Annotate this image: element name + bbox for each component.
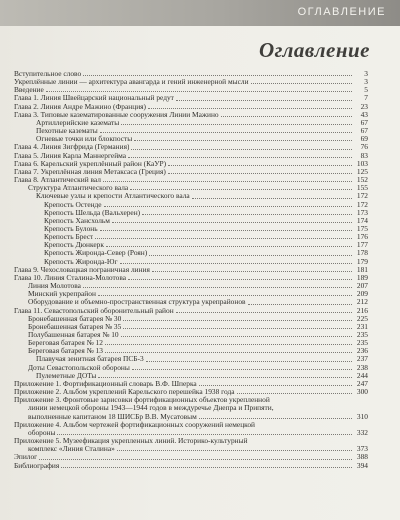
toc-entry-page: 235 (356, 330, 368, 339)
toc-entry-title: Библиография (14, 461, 60, 470)
toc-dot-leader (46, 91, 352, 92)
toc-entry-title: Глава 8. Атлантический вал (14, 176, 101, 185)
toc-entry-page: 7 (364, 93, 368, 103)
toc-entry-title: Глава 9. Чехословацкая пограничная линия (14, 265, 150, 274)
toc-dot-leader (128, 279, 352, 280)
toc-entry-page: 388 (356, 452, 368, 462)
toc-dot-leader (98, 295, 352, 296)
toc-dot-leader (120, 263, 352, 264)
toc-entry-title: Глава 7. Укреплённая линия Метаксаса (Греция) (14, 167, 166, 176)
toc-dot-leader (168, 173, 352, 174)
toc-entry-title: Приложение 3. Фронтовые зарисовки фортификационных объектов укрепленной (14, 396, 270, 405)
toc-entry-page: 43 (360, 109, 368, 119)
toc-entry-page: 310 (356, 411, 368, 421)
toc-entry (14, 421, 368, 429)
toc-entry-title: Береговая батарея № 12 (28, 339, 103, 348)
toc-entry-page: 209 (356, 289, 368, 299)
toc-entry-page: 125 (356, 166, 368, 176)
toc-entry-page: 103 (356, 158, 368, 168)
toc-entry-title: Глава 4. Линия Зигфрида (Германия) (14, 143, 130, 152)
toc-entry-page: 394 (356, 460, 368, 470)
toc-entry-title: Пулеметные ДОТы (36, 371, 97, 380)
toc-entry (14, 429, 368, 437)
toc-entry (14, 209, 368, 217)
toc-entry-page: 175 (356, 223, 368, 233)
toc-entry-page: 216 (356, 305, 368, 315)
toc-entry-page: 76 (360, 142, 368, 152)
toc-entry (14, 404, 368, 412)
toc-entry (14, 241, 368, 249)
toc-entry (14, 331, 368, 339)
toc-entry-title: Структура Атлантического вала (28, 184, 129, 193)
toc-entry-page: 177 (356, 240, 368, 250)
toc-entry-page: 225 (356, 313, 368, 323)
toc-entry-page: 174 (356, 215, 368, 225)
toc-entry-title: Глава 11. Севастопольский оборонительный район (14, 306, 174, 315)
toc-entry-title: Бронебашенная батарея № 30 (28, 314, 122, 323)
toc-entry-title: Глава 6. Карельский укреплённый район (КаУР) (14, 159, 167, 168)
toc-dot-leader (176, 100, 352, 101)
toc-entry-title: Введение (14, 86, 44, 95)
toc-entry (14, 143, 368, 151)
toc-dot-leader (128, 157, 352, 158)
toc-entry (14, 323, 368, 331)
toc-entry-title: Глава 1. Линия Швейцарский национальный редут (14, 94, 174, 103)
toc-entry-page: 179 (356, 256, 368, 266)
toc-entry-title: Плавучая зенитная батарея ПСБ-3 (36, 355, 144, 364)
toc-entry-title: Огневые точки или блокпосты (36, 135, 133, 144)
toc-entry (14, 266, 368, 274)
toc-entry-page: 181 (356, 264, 368, 274)
toc-dot-leader (168, 165, 352, 166)
toc-dot-leader (123, 328, 352, 329)
toc-dot-leader (83, 75, 352, 76)
toc-entry-page: 155 (356, 183, 368, 193)
toc-dot-leader (57, 434, 352, 435)
toc-entry-title: Крепость Остенде (44, 200, 102, 209)
toc-entry (14, 380, 368, 388)
toc-entry-page: 3 (364, 69, 368, 78)
toc-entry (14, 233, 368, 241)
toc-entry-title: Глава 5. Линия Карла Маннергейма (14, 151, 127, 160)
toc-dot-leader (199, 385, 352, 386)
toc-entry-page: 69 (360, 134, 368, 144)
toc-entry-page: 212 (356, 297, 368, 307)
toc-entry (14, 364, 368, 372)
page-title: Оглавление (258, 38, 370, 62)
toc-entry (14, 119, 368, 127)
toc-entry (14, 315, 368, 323)
toc-entry-page: 23 (360, 101, 368, 111)
toc-entry-page: 300 (356, 387, 368, 397)
toc-dot-leader (237, 393, 352, 394)
toc-entry (14, 225, 368, 233)
toc-entry (14, 111, 368, 119)
toc-entry-page: 176 (356, 232, 368, 242)
toc-entry-title: Глава 10. Линия Сталина-Молотова (14, 273, 127, 282)
toc-dot-leader (251, 83, 352, 84)
toc-entry-page: 152 (356, 175, 368, 185)
toc-entry-title: Крепость Жиронда-Север (Роян) (44, 249, 148, 258)
toc-dot-leader (142, 214, 352, 215)
toc-entry-title: обороны (28, 428, 56, 437)
toc-dot-leader (121, 336, 352, 337)
toc-entry-title: Крепость Шельда (Вальхерен) (44, 208, 141, 217)
toc-entry-title: выполненные капитаном 18 ШИСБр В.В. Мусатовым (28, 412, 197, 421)
toc-entry-title: Укреплённые линии — архитектура авангарда и гений инженерной мысли (14, 78, 249, 87)
toc-entry-title: Глава 3. Типовые казематированные сооружения Линии Мажино (14, 110, 219, 119)
toc-entry-page: 237 (356, 354, 368, 364)
toc-dot-leader (39, 459, 352, 460)
toc-dot-leader (149, 255, 352, 256)
toc-dot-leader (192, 198, 352, 199)
toc-dot-leader (176, 312, 352, 313)
toc-entry-page: 189 (356, 272, 368, 282)
toc-entry-title: Эпилог (14, 453, 38, 462)
toc-entry-page: 67 (360, 117, 368, 127)
toc-entry-title: Крепость Жиронда-Юг (44, 257, 118, 266)
toc-entry-title: Глава 2. Линия Андре Мажино (Франция) (14, 102, 147, 111)
toc-entry (14, 453, 368, 461)
section-header-bar (0, 0, 400, 26)
toc-entry-page: 83 (360, 150, 368, 160)
toc-entry (14, 70, 368, 78)
toc-entry-page: 5 (364, 85, 368, 95)
toc-entry (14, 347, 368, 355)
toc-entry (14, 249, 368, 257)
toc-entry-page: 207 (356, 281, 368, 291)
toc-entry-page: 3 (364, 77, 368, 87)
toc-entry (14, 290, 368, 298)
toc-entry-page: 373 (356, 444, 368, 454)
toc-dot-leader (106, 246, 352, 247)
toc-entry-title: комплекс «Линия Сталина» (28, 445, 115, 454)
toc-entry (14, 78, 368, 86)
toc-entry (14, 372, 368, 380)
toc-entry (14, 94, 368, 102)
toc-dot-leader (199, 418, 352, 419)
toc-entry (14, 152, 368, 160)
toc-entry-title: Пехотные казематы (36, 127, 98, 136)
toc-entry-page: 332 (356, 427, 368, 437)
toc-entry-title: Бронебашенная батарея № 35 (28, 322, 122, 331)
toc-entry (14, 201, 368, 209)
toc-dot-leader (105, 344, 352, 345)
toc-dot-leader (98, 377, 352, 378)
toc-entry-page: 172 (356, 199, 368, 209)
toc-dot-leader (134, 140, 352, 141)
toc-entry (14, 258, 368, 266)
toc-entry-title: Ключевые узлы и крепости Атлантического вала (36, 192, 190, 201)
toc-entry (14, 168, 368, 176)
toc-entry-title: Береговая батарея № 13 (28, 347, 103, 356)
toc-entry-page: 231 (356, 321, 368, 331)
toc-entry (14, 437, 368, 445)
toc-entry-title: Приложение 4. Альбом чертежей фортификационных сооружений немецкой (14, 420, 256, 429)
toc-entry-title: Приложение 5. Музеефикация укрепленных линий. Историко-культурный (14, 437, 248, 446)
toc-entry-title: Крепость Хансхольм (44, 216, 110, 225)
toc-dot-leader (148, 108, 352, 109)
toc-entry-title: Линия Молотова (28, 282, 81, 291)
toc-entry (14, 103, 368, 111)
toc-dot-leader (221, 116, 352, 117)
toc-entry (14, 462, 368, 470)
toc-dot-leader (117, 450, 352, 451)
toc-entry-title: Доты Севастопольской обороны (28, 363, 130, 372)
toc-entry-page: 238 (356, 362, 368, 372)
toc-entry (14, 86, 368, 94)
toc-entry-title: Крепость Дюнкерк (44, 241, 104, 250)
toc-dot-leader (121, 124, 352, 125)
toc-entry (14, 274, 368, 282)
toc-entry-title: Крепость Брест (44, 233, 94, 242)
toc-entry-title: Крепость Булонь (44, 224, 98, 233)
toc-dot-leader (100, 230, 352, 231)
toc-entry-page: 178 (356, 248, 368, 258)
toc-dot-leader (152, 271, 352, 272)
section-header-label: ОГЛАВЛЕНИЕ (297, 6, 386, 18)
toc-dot-leader (248, 304, 352, 305)
toc-dot-leader (105, 352, 352, 353)
toc-entry-title: Полубашенная батарея № 10 (28, 331, 119, 339)
toc-entry (14, 282, 368, 290)
toc-entry (14, 135, 368, 143)
toc-entry-page: 247 (356, 378, 368, 388)
toc-entry-page: 236 (356, 346, 368, 356)
toc-entry (14, 192, 368, 200)
toc-entry-page: 244 (356, 370, 368, 380)
table-of-contents (14, 70, 368, 470)
toc-entry-page: 67 (360, 126, 368, 136)
toc-entry (14, 217, 368, 225)
toc-entry (14, 160, 368, 168)
toc-entry (14, 339, 368, 347)
toc-entry-title: Артиллерийские казематы (36, 118, 120, 127)
toc-dot-leader (146, 361, 352, 362)
toc-entry-title: Приложение 2. Альбом укреплений Карельского перешейка 1938 года (14, 388, 235, 397)
toc-dot-leader (61, 467, 352, 468)
toc-dot-leader (103, 181, 352, 182)
toc-entry-page: 235 (356, 338, 368, 348)
toc-entry (14, 307, 368, 315)
toc-entry (14, 176, 368, 184)
toc-entry-title: Приложение 1. Фортификационный словарь В.Ф. Шперка (14, 379, 197, 388)
toc-entry (14, 298, 368, 306)
toc-entry-title: линии немецкой обороны 1943—1944 годов в междуречье Днепра и Припяти, (28, 404, 274, 413)
toc-entry-title: Минский укрепрайон (28, 290, 96, 299)
toc-dot-leader (83, 287, 352, 288)
toc-entry (14, 445, 368, 453)
toc-entry (14, 396, 368, 404)
toc-entry-page: 172 (356, 191, 368, 201)
toc-entry (14, 388, 368, 396)
toc-dot-leader (130, 189, 352, 190)
toc-entry-title: Оборудование и объемно-пространственная структура укрепрайонов (28, 298, 246, 307)
toc-dot-leader (112, 222, 352, 223)
toc-entry-page: 173 (356, 207, 368, 217)
toc-entry (14, 355, 368, 363)
toc-dot-leader (132, 369, 352, 370)
toc-dot-leader (123, 320, 352, 321)
toc-dot-leader (95, 238, 352, 239)
toc-entry (14, 127, 368, 135)
toc-dot-leader (100, 132, 352, 133)
toc-entry (14, 413, 368, 421)
toc-entry-title: Вступительное слово (14, 70, 82, 78)
toc-dot-leader (104, 206, 352, 207)
toc-entry (14, 184, 368, 192)
toc-dot-leader (131, 149, 352, 150)
